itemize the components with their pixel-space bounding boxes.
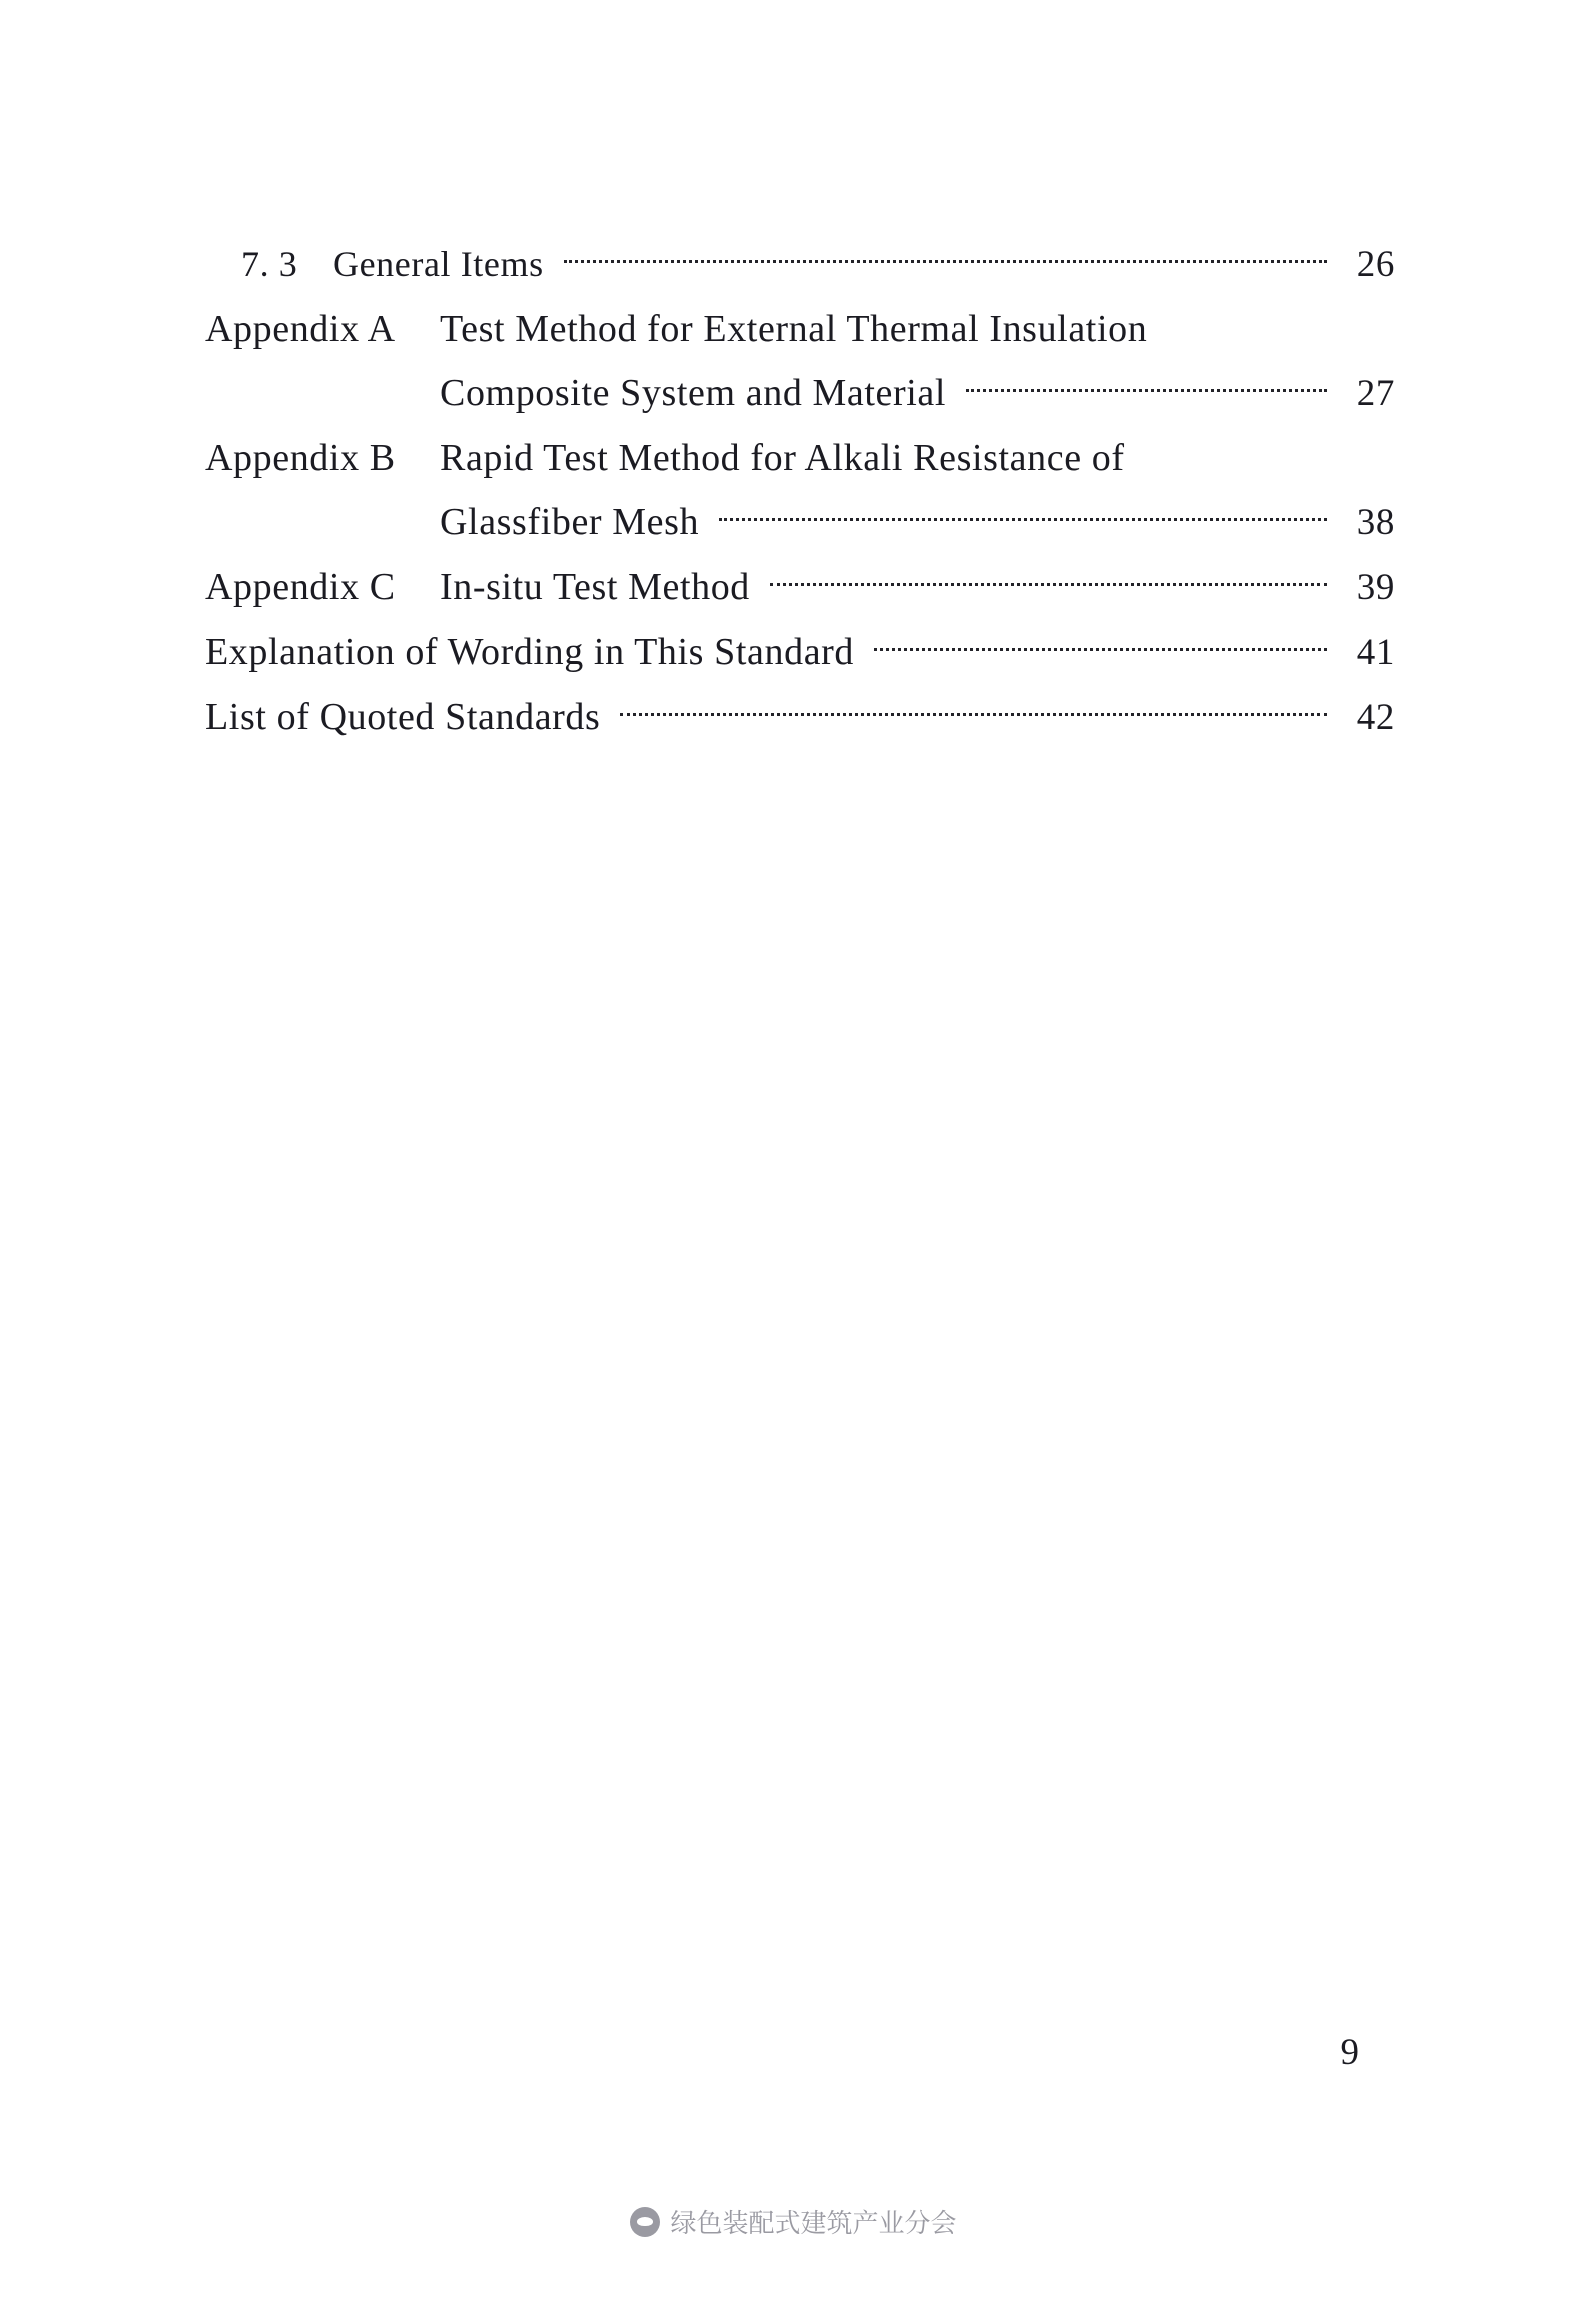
toc-entry-page: 39 (1356, 567, 1395, 608)
toc-entry-appendix-a (205, 297, 1395, 361)
toc-entry-list-of-quoted-standards (205, 685, 1395, 750)
toc-entry-title: Rapid Test Method for Alkali Resistance of (440, 437, 1125, 479)
toc-entry-page: 41 (1356, 632, 1395, 673)
toc-entry-label-group (205, 555, 440, 619)
toc-entry-label-group (205, 297, 440, 361)
toc-leader-dots (620, 691, 1327, 729)
toc-leader-dots (1167, 303, 1327, 341)
toc-entry-appendix-a-continued (205, 361, 1395, 426)
table-of-contents (205, 232, 1395, 750)
page-folio: 9 (1340, 2032, 1359, 2073)
toc-leader-dots (564, 238, 1327, 276)
toc-entry-appendix-label: Appendix C (205, 566, 396, 608)
toc-entry-number-group (205, 232, 333, 296)
toc-entry-title: Composite System and Material (440, 372, 947, 414)
toc-entry-page: 27 (1356, 373, 1395, 414)
toc-entry-appendix-c (205, 555, 1395, 620)
toc-entry-title: Test Method for External Thermal Insulation (440, 308, 1148, 350)
toc-entry-page: 42 (1356, 697, 1395, 738)
toc-leader-dots (719, 496, 1327, 534)
toc-entry-appendix-b (205, 426, 1395, 490)
toc-entry-title: General Items (333, 244, 544, 284)
toc-entry-number: 7. 3 (241, 244, 298, 284)
toc-leader-dots (966, 367, 1327, 405)
toc-entry-appendix-b-continued (205, 490, 1395, 555)
toc-entry-appendix-label: Appendix A (205, 308, 396, 350)
toc-entry-title: List of Quoted Standards (205, 696, 601, 738)
toc-entry-section-7-3 (205, 232, 1395, 297)
toc-entry-explanation-of-wording (205, 620, 1395, 685)
toc-leader-dots (770, 561, 1327, 599)
toc-entry-page: 38 (1356, 502, 1395, 543)
toc-entry-title: In-situ Test Method (440, 566, 750, 608)
toc-entry-label-group (205, 426, 440, 490)
toc-entry-title: Explanation of Wording in This Standard (205, 631, 855, 673)
toc-leader-dots (874, 626, 1327, 664)
wechat-icon (630, 2207, 660, 2237)
footer-watermark (0, 2203, 1587, 2240)
toc-entry-page: 26 (1356, 244, 1395, 285)
toc-leader-dots (1145, 432, 1327, 470)
toc-entry-appendix-label: Appendix B (205, 437, 396, 479)
footer-watermark-text: 绿色装配式建筑产业分会 (670, 2209, 957, 2239)
toc-entry-title: Glassfiber Mesh (440, 501, 700, 543)
